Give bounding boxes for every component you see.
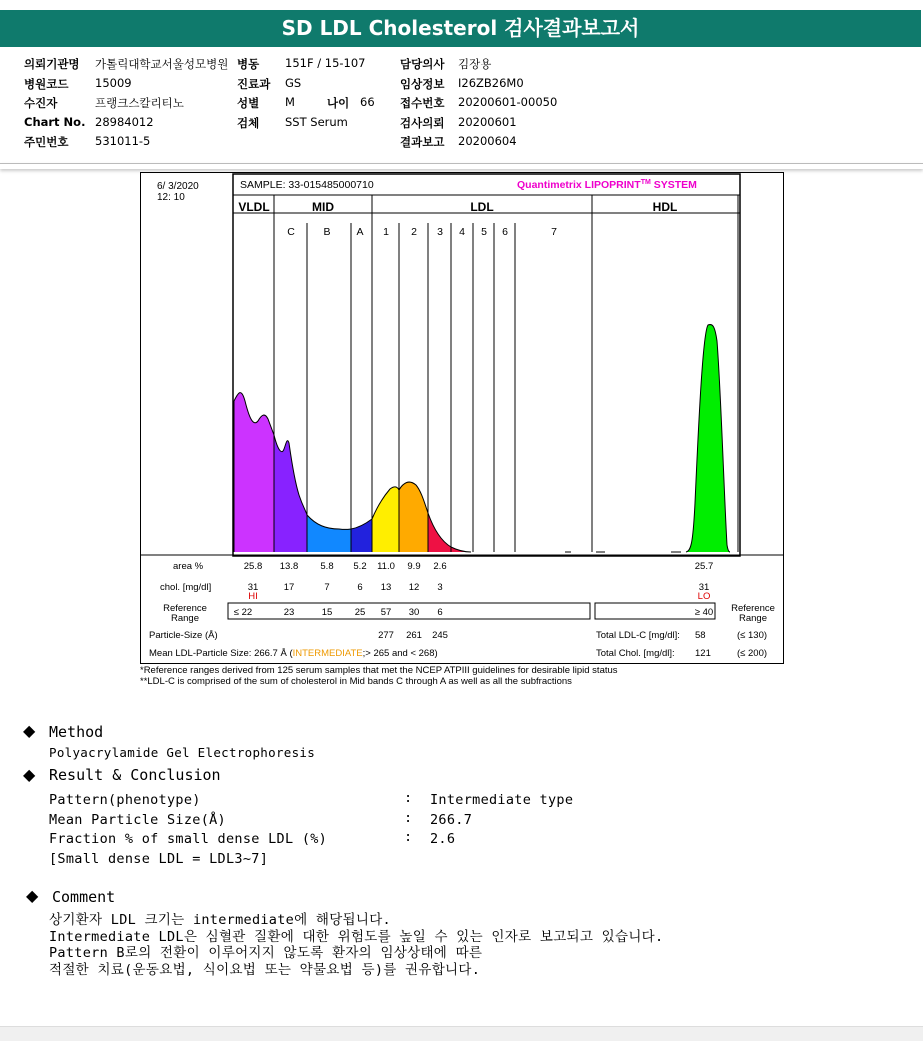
chart-value: 28984012 [95,115,154,129]
report-date: 6/ 3/2020 [157,181,199,192]
result-heading: Result & Conclusion [49,766,221,784]
sex-label: 성별 [237,96,260,110]
band-7: 7 [551,226,557,238]
specimen-value: SST Serum [285,115,348,129]
footnotes [140,665,618,687]
age-label: 나이 [327,96,350,110]
name-value: 프랭크스칼리티노 [95,96,184,110]
result-bullet: ◆ [23,765,36,784]
ldl-1-band [372,487,399,552]
sdldl-note: [Small dense LDL = LDL3~7] [49,851,269,867]
ref-b: 15 [321,607,333,618]
ps-3: 245 [432,630,448,641]
chol-2: 12 [408,582,420,593]
ref-1: 57 [380,607,392,618]
density-curve [234,325,730,552]
ref-2: 30 [408,607,420,618]
ref-label-1: Reference [163,603,207,614]
band-4: 4 [459,226,465,238]
band-dividers [274,195,738,552]
ref-3: 6 [437,607,443,618]
ref-vldl: ≤ 22 [233,607,253,618]
report-time: 12: 10 [157,192,185,203]
area-3: 2.6 [433,561,447,572]
area-2: 9.9 [407,561,421,572]
mean-size: Mean LDL-Particle Size: 266.7 Å (INTERMEDIATE;> 265 and < 268) [149,648,438,659]
hdl-header: HDL [652,200,678,214]
comment-bullet: ◆ [26,886,39,905]
method-bullet: ◆ [23,721,36,740]
receipt-value: 20200601-00050 [458,95,558,109]
ref-hdl: ≥ 40 [694,607,714,618]
chart-label: Chart No. [24,115,86,129]
mps-value: 266.7 [430,812,473,828]
chol-3: 3 [437,582,443,593]
comment-line-4: 적절한 치료(운동요법, 식이요법 또는 약물요법 등)를 권유합니다. [49,962,481,978]
band-1: 1 [383,226,389,238]
dept-label: 진료과 [237,77,271,91]
chol-b: 7 [324,582,330,593]
hospital-value: 가톨릭대학교서울성모병원 [95,57,229,71]
chol-1: 13 [380,582,392,593]
footer-bar [0,1026,923,1041]
brand-name: Quantimetrix LIPOPRINT™ SYSTEM [517,179,697,191]
clinical-value: I26ZB26M0 [458,76,524,90]
ps-2: 261 [406,630,422,641]
ps-label: Particle-Size (Å) [149,630,218,641]
ldl-header: LDL [470,200,494,214]
area-label: area % [173,561,204,572]
hdl-band [686,325,730,552]
band-3: 3 [437,226,443,238]
total-ldl-ref: (≤ 130) [737,630,768,641]
vldl-band [234,393,274,552]
sdldl-colon: : [404,829,413,845]
lo-flag: LO [697,591,711,602]
ref-c: 23 [283,607,295,618]
mid-header: MID [312,200,334,214]
sub-band-labels [287,226,557,238]
comment-line-1: 상기환자 LDL 크기는 intermediate에 해당됩니다. [49,912,391,928]
specimen-label: 검체 [237,116,260,130]
band-5: 5 [481,226,487,238]
sample-id: SAMPLE: 33-015485000710 [240,179,374,191]
pattern-value: Intermediate type [430,792,574,808]
band-b: B [323,226,331,238]
result-date-value: 20200604 [458,134,517,148]
lipoprint-report [140,172,784,664]
data-table [149,561,775,659]
total-chol-ref: (≤ 200) [737,648,768,659]
band-6: 6 [502,226,508,238]
method-heading: Method [49,723,104,741]
area-vldl: 25.8 [243,561,263,572]
request-label: 검사의뢰 [400,116,445,130]
comment-heading: Comment [52,888,116,906]
total-chol-label: Total Chol. [mg/dl]: [596,648,675,659]
vldl-header: VLDL [238,200,270,214]
dept-value: GS [285,76,302,90]
area-a: 5.2 [353,561,367,572]
total-ldl-value: 58 [695,630,706,641]
pattern-colon: : [404,790,413,806]
ref-label-2: Range [171,613,199,624]
request-value: 20200601 [458,115,517,129]
code-value: 15009 [95,76,132,90]
separator [0,163,923,169]
patient-info [0,52,923,162]
sex-value: M [285,95,295,109]
pattern-label: Pattern(phenotype) [49,792,201,808]
sdldl-value: 2.6 [430,831,456,847]
age-value: 66 [360,95,375,109]
band-c: C [287,226,295,238]
receipt-label: 접수번호 [400,96,445,110]
hdl-ref-label-1: Reference [731,603,775,614]
ldl-2-band [399,482,428,552]
chol-vldl: 31 [247,582,259,593]
area-b: 5.8 [320,561,334,572]
chol-hdl: 31 [698,582,710,593]
hi-flag: HI [248,591,258,602]
band-2: 2 [411,226,417,238]
area-c: 13.8 [279,561,299,572]
chol-label: chol. [mg/dl] [160,582,212,593]
area-hdl: 25.7 [694,561,714,572]
hdl-ref-label-2: Range [739,613,767,624]
comment-line-3: Pattern B로의 전환이 이루어지지 않도록 환자의 임상상태에 따른 [49,945,483,961]
clinical-label: 임상정보 [400,77,445,91]
chol-c: 17 [283,582,295,593]
ward-label: 병동 [237,57,260,71]
result-date-label: 결과보고 [400,135,445,149]
mid-a-band [351,519,372,552]
method-text: Polyacrylamide Gel Electrophoresis [49,745,316,760]
total-chol-value: 121 [695,648,711,659]
name-label: 수진자 [24,96,58,110]
doctor-value: 김장용 [458,57,492,71]
hospital-label: 의뢰기관명 [24,57,80,71]
sdldl-label: Fraction % of small dense LDL (%) [49,831,328,847]
ps-1: 277 [378,630,394,641]
area-1: 11.0 [377,561,395,572]
ward-value: 151F / 15-107 [285,56,366,70]
footnote-2: **LDL-C is comprised of the sum of cholesterol in Mid bands C through A as well as all the subfractions [140,676,572,687]
mps-label: Mean Particle Size(Å) [49,812,226,828]
footnote-1: *Reference ranges derived from 125 serum samples that met the NCEP ATPIII guidelines for desirable lipid status [140,665,618,676]
total-ldl-label: Total LDL-C [mg/dl]: [596,630,680,641]
chol-a: 6 [357,582,363,593]
report-title: SD LDL Cholesterol 검사결과보고서 [0,10,921,47]
band-a: A [356,226,364,238]
code-label: 병원코드 [24,77,69,91]
ref-a: 25 [354,607,366,618]
id-value: 531011-5 [95,134,151,148]
id-label: 주민번호 [24,135,69,149]
mps-colon: : [404,810,413,826]
comment-line-2: Intermediate LDL은 심혈관 질환에 대한 위험도를 높일 수 있는 인자로 보고되고 있습니다. [49,929,664,945]
doctor-label: 담당의사 [400,57,445,71]
